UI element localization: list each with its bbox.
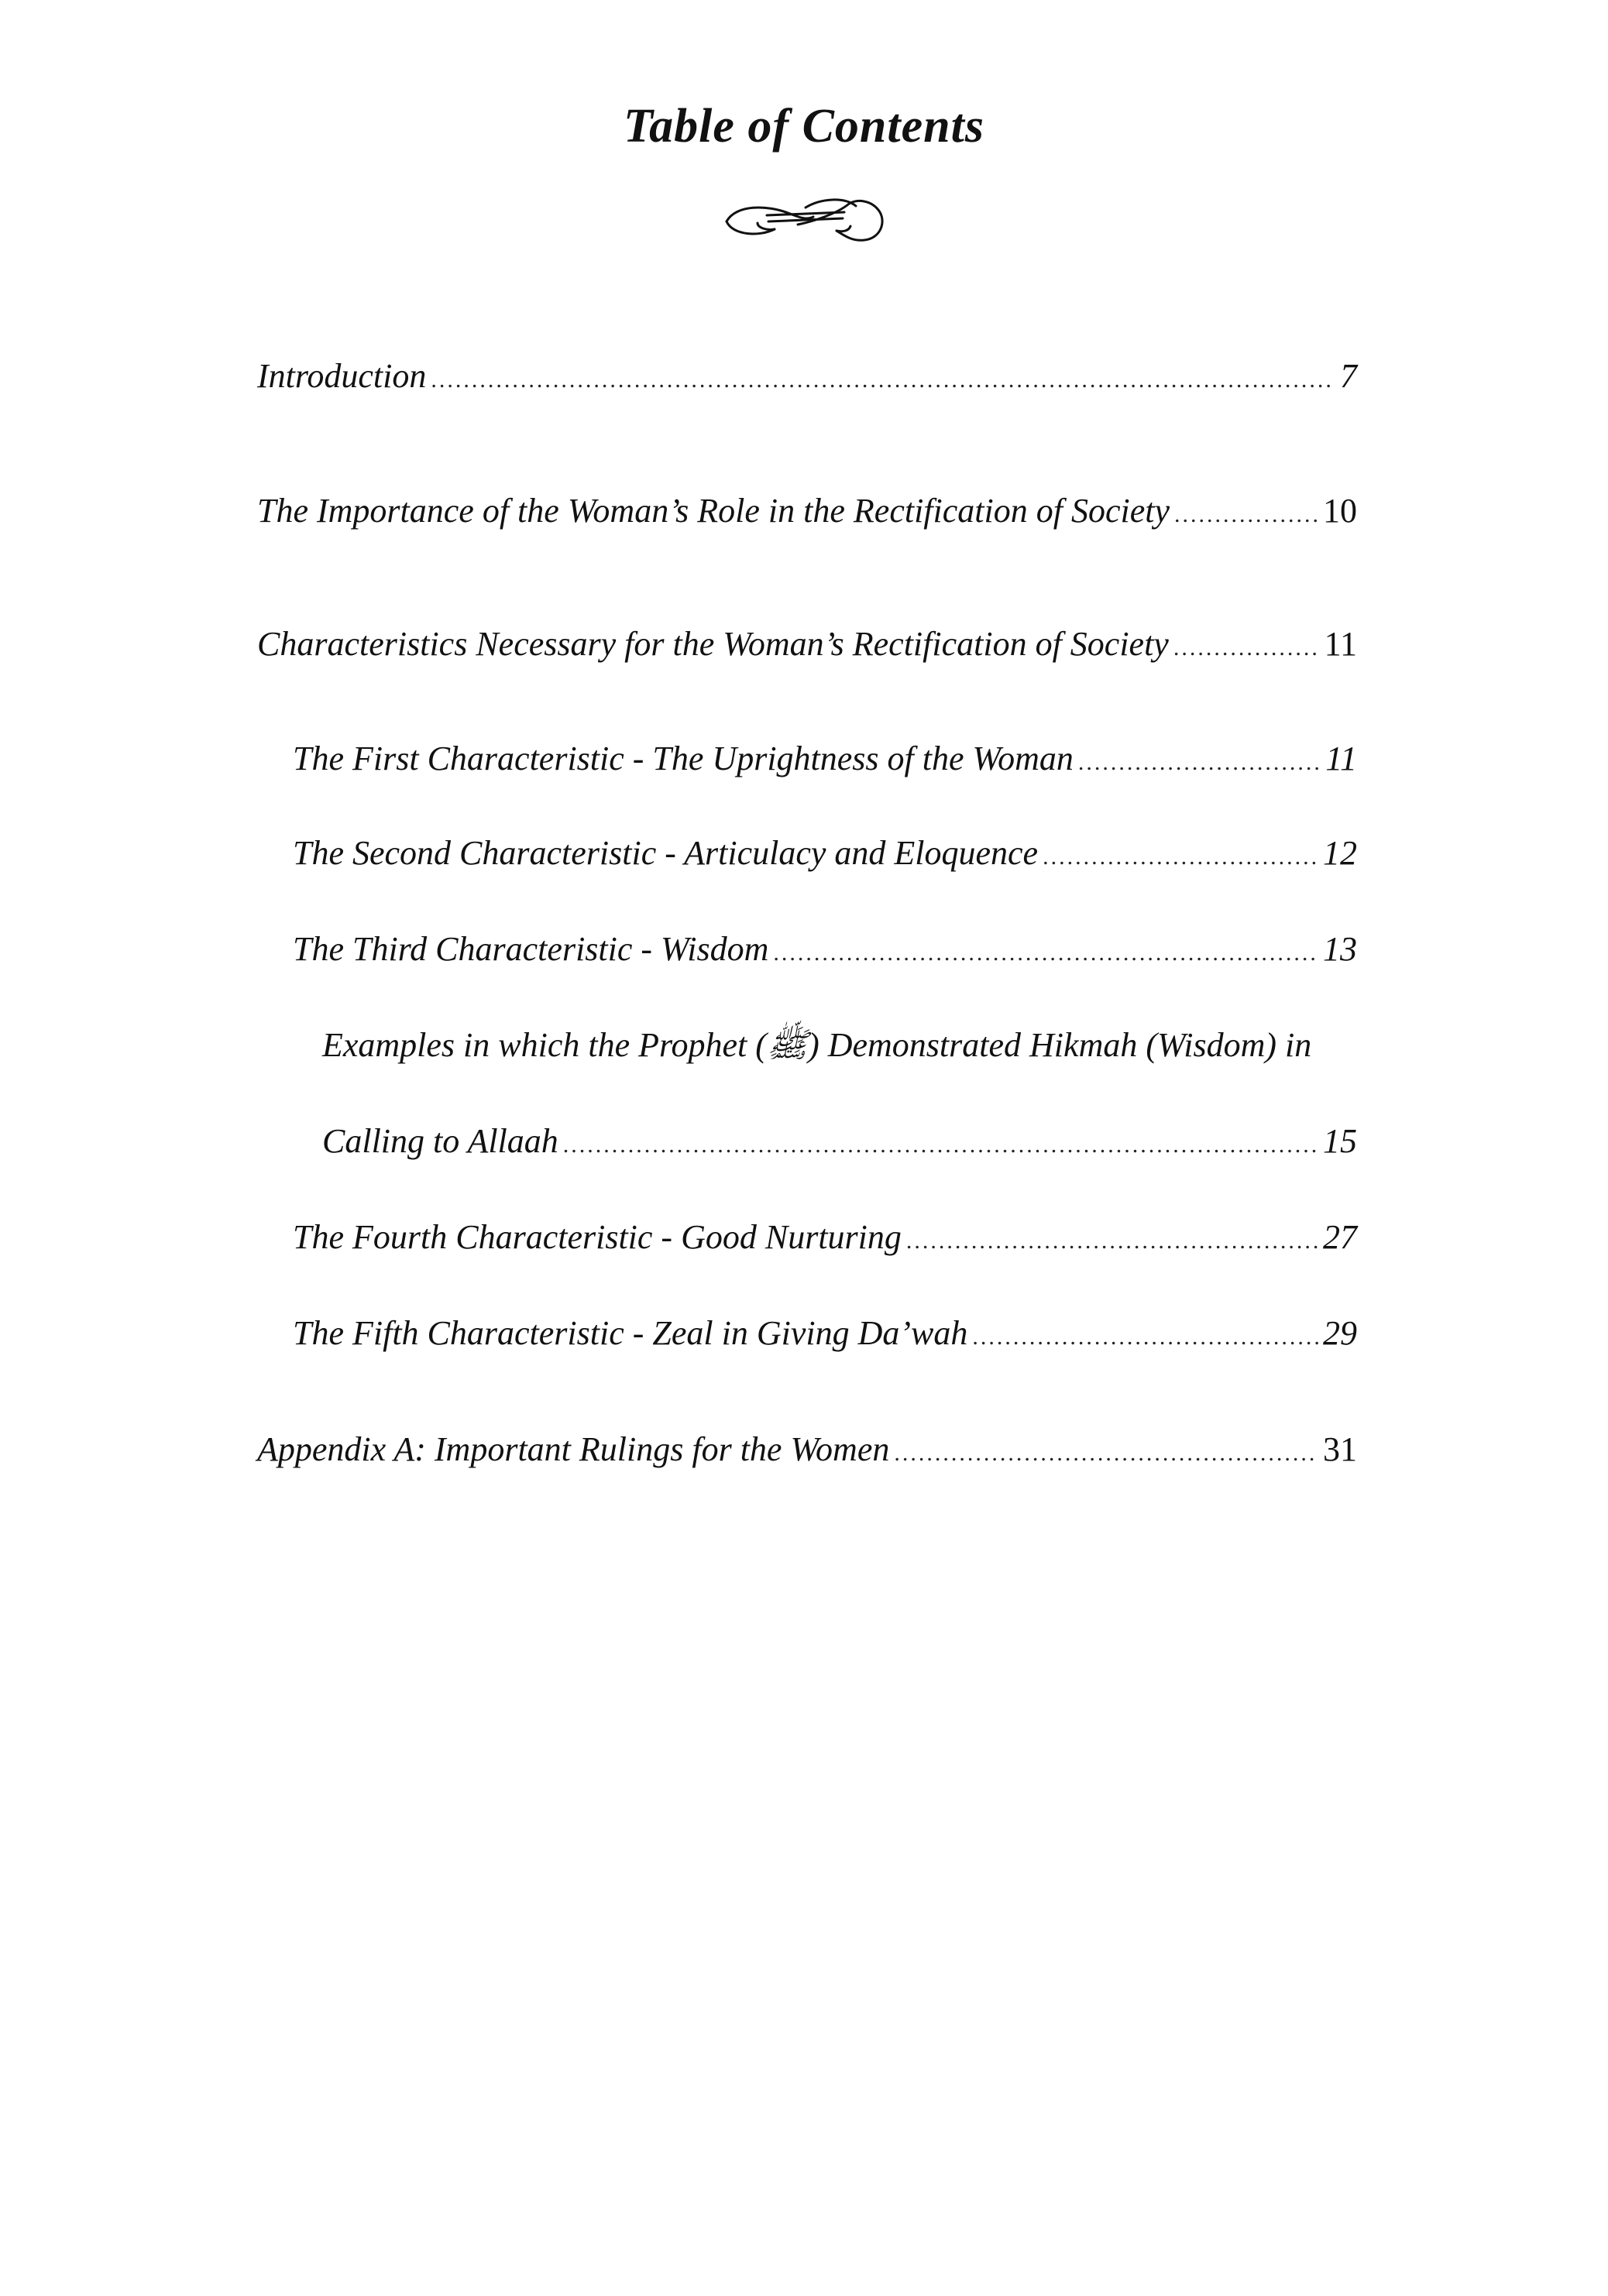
- toc-entry-label: The Importance of the Woman’s Role in the Rectification of Society: [257, 492, 1170, 530]
- toc-entry-second-characteristic[interactable]: [293, 832, 1357, 879]
- toc-entry-characteristics-necessary[interactable]: [257, 623, 1357, 670]
- toc-entry-label: Characteristics Necessary for the Woman’s Rectification of Society: [257, 625, 1169, 663]
- toc-entry-label: The Third Characteristic - Wisdom: [293, 930, 769, 968]
- flourish-ornament-icon: [720, 190, 891, 249]
- toc-leader-dots: [1174, 493, 1318, 537]
- toc-entry-label: The First Characteristic - The Uprightness of the Woman: [293, 740, 1074, 777]
- toc-page-number: 11: [1325, 740, 1357, 777]
- toc-leader-dots: [1173, 626, 1320, 670]
- toc-entry-appendix-a[interactable]: [257, 1428, 1357, 1475]
- toc-leader-dots: [1043, 836, 1318, 879]
- toc-entry-label: The Fourth Characteristic - Good Nurturing: [293, 1218, 902, 1256]
- toc-page-number: 13: [1323, 930, 1357, 968]
- toc-entry-label: Appendix A: Important Rulings for the Women: [257, 1430, 890, 1468]
- toc-leader-dots: [431, 359, 1335, 402]
- toc-entry-label: Introduction: [257, 357, 427, 395]
- toc-page-number: 10: [1323, 492, 1357, 530]
- toc-entry-importance[interactable]: [257, 489, 1357, 537]
- toc-page-number: 15: [1323, 1122, 1357, 1160]
- toc-entry-fifth-characteristic[interactable]: [293, 1312, 1357, 1359]
- toc-leader-dots: [972, 1316, 1318, 1359]
- page-title: Table of Contents: [624, 100, 984, 153]
- toc-page-number: 27: [1323, 1218, 1357, 1256]
- toc-page-number: 31: [1323, 1430, 1357, 1468]
- toc-leader-dots: [773, 932, 1318, 975]
- toc-entry-third-characteristic[interactable]: [293, 928, 1357, 975]
- toc-page-number: 12: [1323, 834, 1357, 872]
- toc-entry-first-characteristic[interactable]: [293, 737, 1357, 784]
- toc-page-number: 7: [1340, 357, 1357, 395]
- toc-page-number: 11: [1324, 625, 1357, 663]
- toc-leader-dots: [1078, 741, 1321, 784]
- toc-leader-dots: [563, 1124, 1318, 1167]
- toc-entry-label: The Second Characteristic - Articulacy and Eloquence: [293, 834, 1039, 872]
- toc-entry-label: The Fifth Characteristic - Zeal in Giving Da’wah: [293, 1314, 968, 1352]
- toc-leader-dots: [894, 1432, 1318, 1475]
- toc-entry-examples[interactable]: [322, 1120, 1357, 1167]
- toc-leader-dots: [906, 1220, 1318, 1263]
- toc-page-number: 29: [1323, 1314, 1357, 1352]
- toc-entry-label: Calling to Allaah: [322, 1122, 558, 1160]
- toc-entry-examples-line1[interactable]: Examples in which the Prophet (ﷺ) Demonstrated Hikmah (Wisdom) in: [322, 1026, 1312, 1064]
- toc-entry-introduction[interactable]: [257, 355, 1357, 402]
- toc-entry-fourth-characteristic[interactable]: [293, 1216, 1357, 1263]
